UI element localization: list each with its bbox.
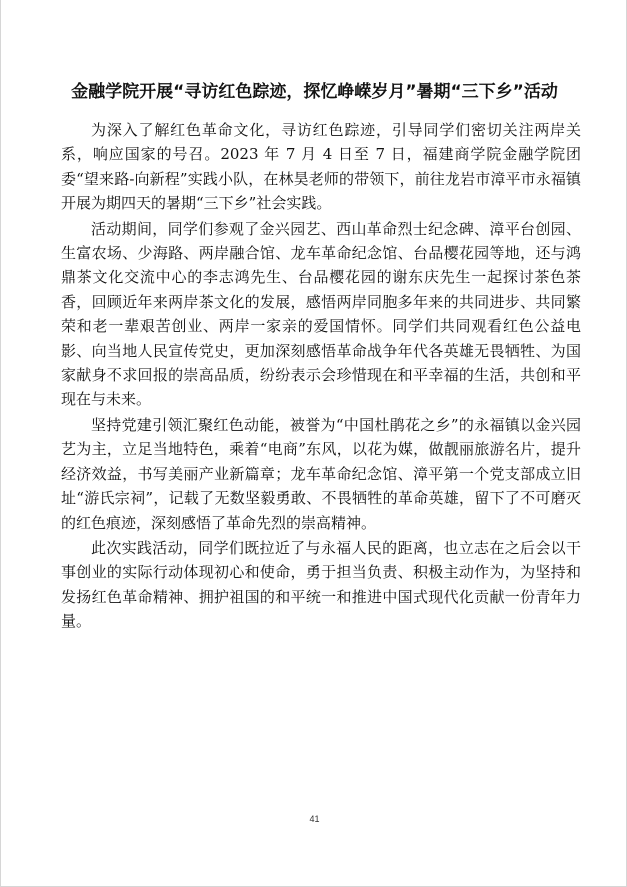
article-title: 金融学院开展“寻访红色踪迹，探忆峥嵘岁月”暑期“三下乡”活动 — [71, 82, 558, 102]
paragraph-2: 活动期间，同学们参观了金兴园艺、西山革命烈士纪念碑、漳平台创园、生富农场、少海路、两岸融合馆、龙车革命纪念馆、台品樱花园等地，还与鸿鼎茶文化交流中心的李志鸿先生、台品樱花园的谢东庆先生一起探讨茶色茶香，回顾近年来两岸茶文化的发展，感悟两岸同胞多年来的共同进步、共同繁荣和老一辈艰苦创业、两岸一家亲的爱国情怀。同学们共同观看红色公益电影、向当地人民宣传党史，更加深刻感悟革命战争年代各英雄无畏牺牲、为国家献身不求回报的崇高品质，纷纷表示会珍惜现在和平幸福的生活，共创和平现在与未来。 — [61, 219, 581, 409]
paragraph-1: 为深入了解红色革命文化，寻访红色踪迹，引导同学们密切关注两岸关系，响应国家的号召。2023 年 7 月 4 日至 7 日，福建商学院金融学院团委“望来路-向新程”实践小队，在林昊老师的带领下，前往龙岩市漳平市永福镇开展为期四天的暑期“三下乡”社会实践。 — [61, 121, 581, 213]
paragraph-3: 坚持党建引领汇聚红色动能，被誉为“中国杜鹃花之乡”的永福镇以金兴园艺为主，立足当地特色，乘着“电商”东风，以花为媒，做靓丽旅游名片，提升经济效益，书写美丽产业新篇章；龙车革命纪念馆、漳平第一个党支部成立旧址“游氏宗祠”，记载了无数坚毅勇敢、不畏牺牲的革命英雄，留下了不可磨灭的红色痕迹，深刻感悟了革命先烈的崇高精神。 — [61, 415, 581, 532]
paragraph-4: 此次实践活动，同学们既拉近了与永福人民的距离，也立志在之后会以干事创业的实际行动体现初心和使命，勇于担当负责、积极主动作为，为坚持和发扬红色革命精神、拥护祖国的和平统一和推进中国式现代化贡献一份青年力量。 — [61, 538, 581, 631]
page-number: 41 — [309, 814, 320, 824]
article-body — [61, 118, 581, 634]
